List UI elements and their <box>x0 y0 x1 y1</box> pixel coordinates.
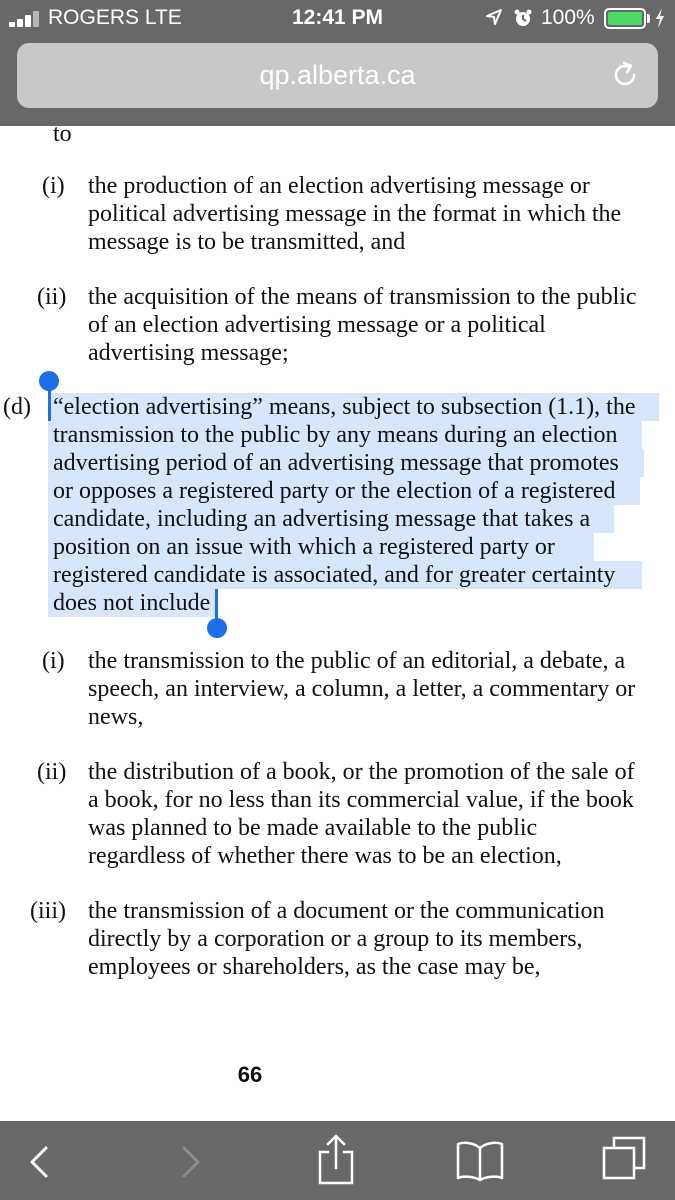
battery-percentage: 100% <box>541 6 595 29</box>
text-line: to <box>53 126 72 147</box>
browser-toolbar <box>0 1121 675 1200</box>
text-line: advertising message; <box>88 340 289 366</box>
reload-icon[interactable] <box>610 60 640 90</box>
text-line: message is to be transmitted, and <box>88 229 406 255</box>
selected-text-line[interactable]: transmission to the public by any means during an election <box>53 422 618 448</box>
selected-text-line[interactable]: advertising period of an advertising message that promotes <box>53 450 619 476</box>
share-icon[interactable] <box>316 1133 356 1185</box>
carrier-label: ROGERS LTE <box>48 6 182 29</box>
url-text: qp.alberta.ca <box>259 60 416 90</box>
selected-text-line[interactable]: registered candidate is associated, and for greater certainty <box>53 562 616 588</box>
text-line: regardless of whether there was to be an election, <box>88 843 562 869</box>
address-bar[interactable] <box>17 43 658 108</box>
battery-icon <box>604 8 646 29</box>
item-marker: (i) <box>42 648 65 674</box>
browser-chrome <box>0 0 675 126</box>
text-line: speech, an interview, a column, a letter, a commentary or <box>88 676 636 702</box>
item-marker: (ii) <box>37 284 67 310</box>
text-line: political advertising message in the format in which the <box>88 201 622 227</box>
back-icon[interactable] <box>28 1145 50 1179</box>
item-marker: (i) <box>42 173 65 199</box>
selection-start-caret <box>48 388 51 421</box>
text-line: directly by a corporation or a group to its members, <box>88 926 583 952</box>
status-bar <box>0 0 675 38</box>
item-marker: (ii) <box>37 759 67 785</box>
text-line: was planned to be made available to the public <box>88 815 538 841</box>
alarm-icon <box>513 8 533 28</box>
text-line: the transmission of a document or the communication <box>88 898 605 924</box>
text-line: a book, for no less than its commercial value, if the book <box>88 787 634 813</box>
document-page <box>0 126 675 1121</box>
page-number: 66 <box>237 1062 263 1087</box>
item-marker: (iii) <box>30 898 66 924</box>
text-line: the transmission to the public of an editorial, a debate, a <box>88 648 626 674</box>
forward-icon[interactable] <box>180 1145 202 1179</box>
clock: 12:41 PM <box>291 6 384 29</box>
text-line: of an election advertising message or a political <box>88 312 546 338</box>
tabs-icon[interactable] <box>600 1135 648 1183</box>
battery-nub <box>647 14 650 23</box>
selected-text-line[interactable]: does not include <box>53 590 211 616</box>
item-marker: (d) <box>3 394 31 420</box>
text-line: the acquisition of the means of transmission to the public <box>88 284 637 310</box>
bookmarks-icon[interactable] <box>455 1138 505 1182</box>
text-line: news, <box>88 704 144 730</box>
location-icon <box>485 8 503 26</box>
selected-text-line[interactable]: or opposes a registered party or the election of a registered <box>53 478 616 504</box>
text-line: employees or shareholders, as the case may be, <box>88 954 541 980</box>
text-line: the production of an election advertising message or <box>88 173 590 199</box>
selected-text-line[interactable]: candidate, including an advertising message that takes a <box>53 506 591 532</box>
selected-text-line[interactable]: position on an issue with which a registered party or <box>53 534 555 560</box>
selected-text-line[interactable]: “election advertising” means, subject to subsection (1.1), the <box>53 394 636 420</box>
selection-end-handle[interactable] <box>207 618 227 638</box>
charging-icon <box>654 7 666 29</box>
text-line: the distribution of a book, or the promotion of the sale of <box>88 759 635 785</box>
